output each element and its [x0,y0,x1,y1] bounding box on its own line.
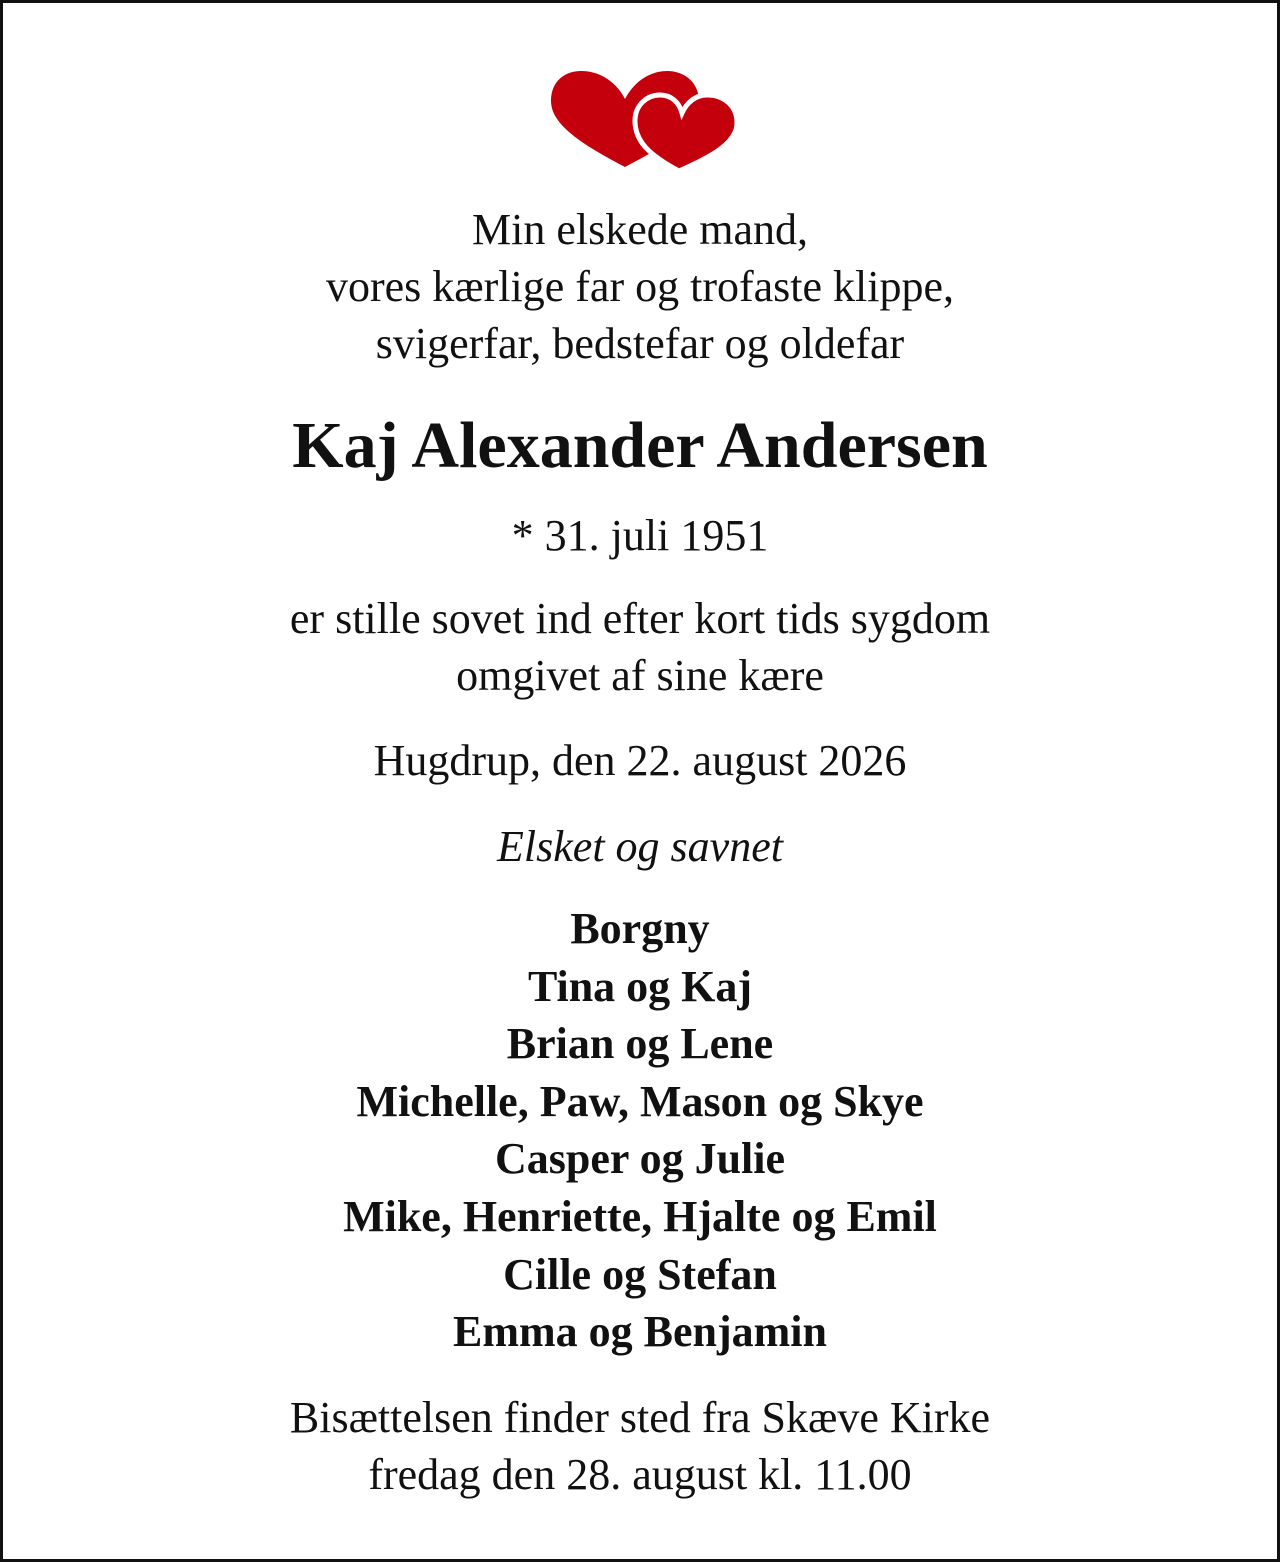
two-hearts-icon [543,65,743,175]
deceased-name: Kaj Alexander Andersen [292,409,988,482]
family-member: Cille og Stefan [503,1249,777,1299]
family-member: Brian og Lene [506,1019,774,1069]
family-member: Michelle, Paw, Mason og Skye [356,1076,924,1126]
family-member: Mike, Henriette, Hjalte og Emil [343,1191,937,1241]
family-member: Casper og Julie [494,1134,786,1184]
intro-line: svigerfar, bedstefar og oldefar [375,319,905,368]
funeral-info [3,1389,1277,1503]
passing-text [3,590,1277,704]
family-member: Tina og Kaj [527,961,753,1011]
intro-line: vores kærlige far og trofaste klippe, [325,262,955,311]
birth-date: * 31. juli 1951 [511,511,769,560]
intro-line: Min elskede mand, [471,205,809,254]
family-member: Emma og Benjamin [453,1307,827,1357]
funeral-line: Bisættelsen finder sted fra Skæve Kirke [289,1393,991,1442]
intro-text [3,201,1277,372]
passing-line: er stille sovet ind efter kort tids sygdom [289,594,991,643]
loved-line: Elsket og savnet [497,822,783,871]
family-member: Borgny [570,904,710,953]
funeral-line: fredag den 28. august kl. 11.00 [368,1450,912,1499]
family-list [3,900,1277,1361]
passing-line: omgivet af sine kære [456,651,824,700]
heart-right-icon [635,95,737,171]
place-date: Hugdrup, den 22. august 2026 [373,736,907,785]
